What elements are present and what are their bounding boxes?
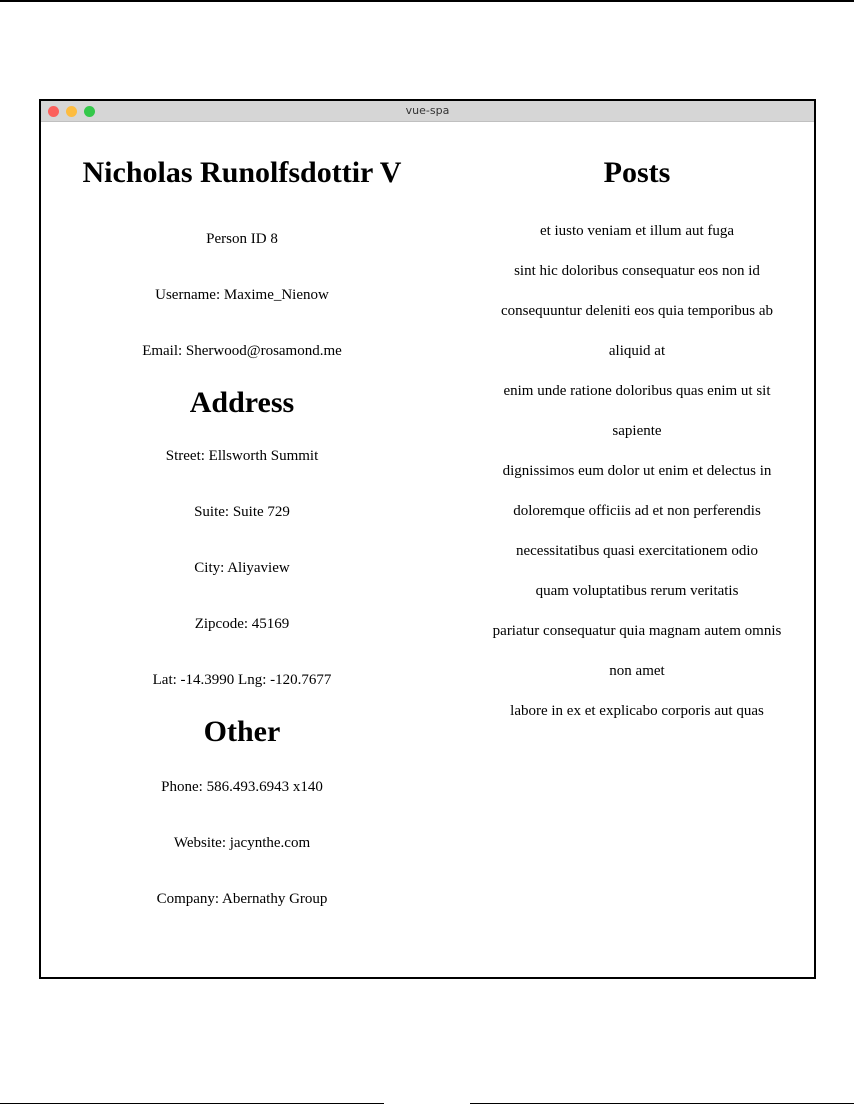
address-geo: Lat: -14.3990 Lng: -120.7677	[152, 672, 332, 688]
address-heading: Address	[189, 386, 295, 419]
top-divider	[0, 0, 854, 2]
posts-section	[462, 122, 812, 731]
address-street: Street: Ellsworth Summit	[165, 448, 319, 464]
posts-heading: Posts	[603, 156, 671, 189]
post-item: quam voluptatibus rerum veritatis	[535, 583, 739, 599]
window-titlebar[interactable]	[41, 101, 814, 122]
post-item: doloremque officiis ad et non perferendis	[513, 503, 761, 519]
post-item: enim unde ratione doloribus quas enim ut sit	[503, 383, 771, 399]
post-item: labore in ex et explicabo corporis aut quas	[510, 703, 764, 719]
post-item: sint hic doloribus consequatur eos non id	[514, 263, 760, 279]
other-website: Website: jacynthe.com	[173, 835, 311, 851]
window-title: vue-spa	[405, 104, 450, 117]
address-zipcode: Zipcode: 45169	[194, 616, 290, 632]
person-details	[52, 122, 432, 908]
post-item: pariatur consequatur quia magnam autem omnis	[492, 623, 782, 639]
footer-rule-right	[470, 1103, 854, 1104]
post-item: aliquid at	[608, 343, 666, 359]
browser-window	[39, 99, 816, 979]
posts-list	[462, 211, 812, 731]
address-city: City: Aliyaview	[194, 560, 290, 576]
post-item: dignissimos eum dolor ut enim et delectus in	[502, 463, 772, 479]
other-heading: Other	[203, 715, 281, 748]
post-item: non amet	[609, 663, 665, 679]
other-phone: Phone: 586.493.6943 x140	[161, 779, 323, 795]
post-item: consequuntur deleniti eos quia temporibus ab	[500, 303, 774, 319]
page-content	[41, 122, 814, 977]
other-company: Company: Abernathy Group	[156, 891, 328, 907]
post-item: necessitatibus quasi exercitationem odio	[515, 543, 758, 559]
footer-rule-left	[0, 1103, 384, 1104]
post-item: et iusto veniam et illum aut fuga	[539, 223, 735, 239]
person-id: Person ID 8	[206, 231, 278, 247]
person-username: Username: Maxime_Nienow	[155, 287, 329, 303]
post-item: sapiente	[612, 423, 662, 439]
person-name: Nicholas Runolfsdottir V	[82, 156, 402, 189]
address-suite: Suite: Suite 729	[194, 504, 290, 520]
person-email: Email: Sherwood@rosamond.me	[142, 343, 342, 359]
